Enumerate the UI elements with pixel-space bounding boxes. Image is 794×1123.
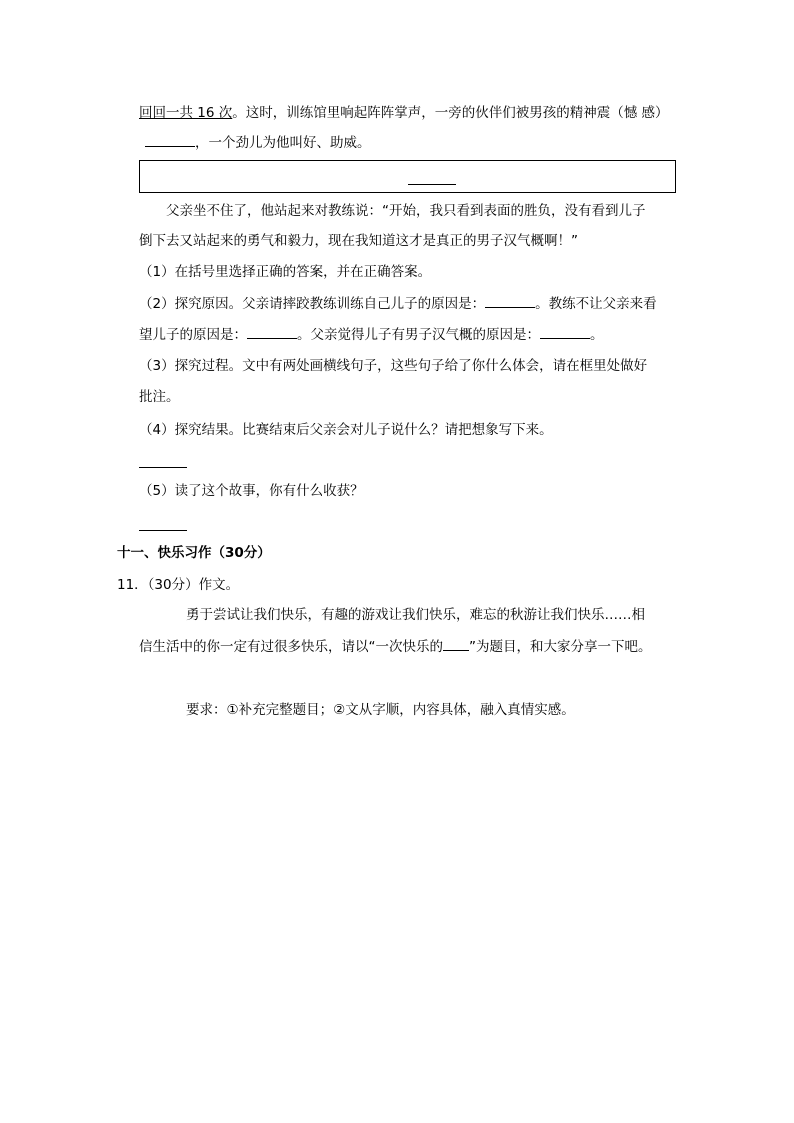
answer-blank[interactable] xyxy=(408,172,456,185)
answer-blank[interactable] xyxy=(139,455,187,468)
section-heading: 十一、快乐习作（30分） xyxy=(117,545,271,561)
question-4: （4）探究结果。比赛结束后父亲会对儿子说什么？请把想象写下来。 xyxy=(139,422,553,438)
annotation-box[interactable] xyxy=(139,160,676,193)
answer-blank[interactable] xyxy=(139,518,187,531)
passage-line-2: ，一个劲儿为他叫好、助威。 xyxy=(145,134,371,152)
essay-prompt-line-1: 勇于尝试让我们快乐，有趣的游戏让我们快乐，难忘的秋游让我们快乐……相 xyxy=(186,607,645,623)
question-5: （5）读了这个故事，你有什么收获？ xyxy=(139,483,364,499)
answer-blank[interactable] xyxy=(145,134,195,147)
essay-requirement: 要求：①补充完整题目；②文从字顺，内容具体，融入真情实感。 xyxy=(186,702,575,718)
question-1: （1）在括号里选择正确的答案，并在正确答案。 xyxy=(139,264,432,280)
question-2: （2）探究原因。父亲请摔跤教练训练自己儿子的原因是： 。教练不让父亲来看 xyxy=(139,296,657,312)
passage-line-3: 父亲坐不住了，他站起来对教练说：“开始，我只看到表面的胜负，没有看到儿子 xyxy=(166,203,646,219)
question-11: 11．（30分）作文。 xyxy=(117,577,240,593)
answer-blank[interactable] xyxy=(247,326,297,339)
passage-line-1: 回回一共 16 次。这时，训练馆里响起阵阵掌声，一旁的伙伴们被男孩的精神震（憾 感） xyxy=(139,105,669,121)
title-blank[interactable] xyxy=(443,638,469,651)
essay-prompt-line-2: 信生活中的你一定有过很多快乐，请以“一次快乐的 ”为题目，和大家分享一下吧。 xyxy=(139,639,652,655)
question-2-cont: 望儿子的原因是： 。父亲觉得儿子有男子汉气概的原因是： 。 xyxy=(139,327,604,343)
passage-line-4: 倒下去又站起来的勇气和毅力，现在我知道这才是真正的男子汉气概啊！” xyxy=(139,233,578,249)
answer-blank[interactable] xyxy=(540,326,590,339)
question-3: （3）探究过程。文中有两处画横线句子，这些句子给了你什么体会，请在框里处做好 xyxy=(139,358,648,374)
answer-blank[interactable] xyxy=(485,295,535,308)
question-3-cont: 批注。 xyxy=(139,389,180,405)
underlined-sentence: 回回一共 16 次 xyxy=(139,105,233,121)
